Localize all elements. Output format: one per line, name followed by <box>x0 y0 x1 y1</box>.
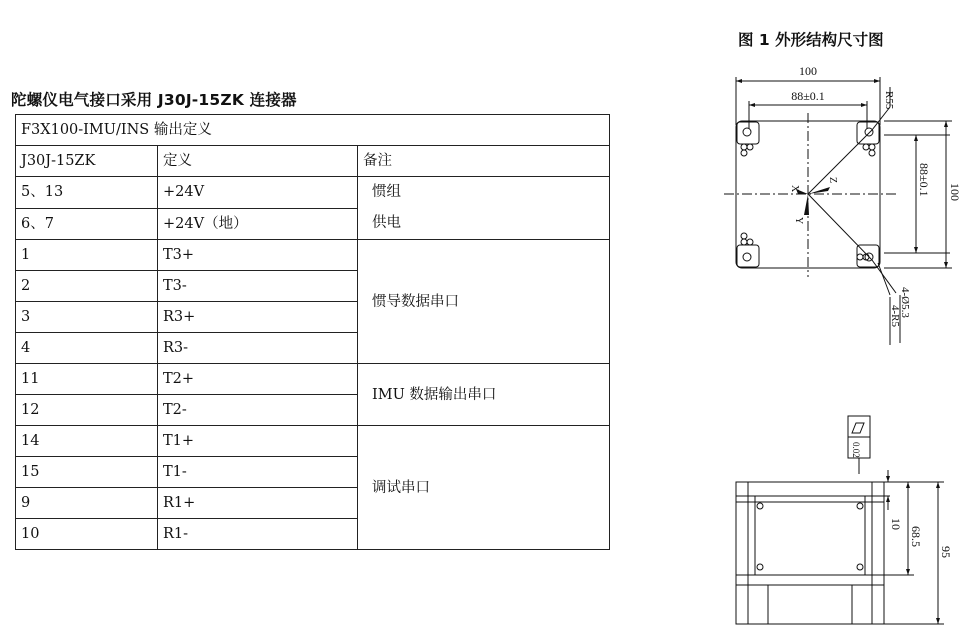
remark-line: 供电 <box>372 215 401 231</box>
pin-cell: 1 <box>16 240 158 271</box>
dim-total-95: 95 <box>939 546 953 558</box>
pin-cell: 9 <box>16 488 158 519</box>
definition-cell: T3+ <box>158 240 358 271</box>
axis-y-label: Y <box>793 217 804 225</box>
dim-hole-width-88: 88±0.1 <box>791 89 825 103</box>
header-remark: 备注 <box>358 146 610 177</box>
remark-cell <box>358 177 610 240</box>
pin-cell: 11 <box>16 364 158 395</box>
pin-cell: 14 <box>16 426 158 457</box>
connector-pin-table <box>15 114 610 550</box>
dim-corner-radius: 4-R5 <box>889 305 901 327</box>
pin-cell: 15 <box>16 457 158 488</box>
remark-cell: 调试串口 <box>358 426 610 550</box>
table-title: 陀螺仪电气接口采用 J30J-15ZK 连接器 <box>11 91 297 109</box>
header-pin: J30J-15ZK <box>16 146 158 177</box>
dim-height-100: 100 <box>948 183 962 201</box>
remark-cell: IMU 数据输出串口 <box>358 364 610 426</box>
pin-cell: 10 <box>16 519 158 550</box>
dim-r55: R55 <box>883 91 895 110</box>
pin-cell: 6、7 <box>16 208 158 240</box>
definition-cell: T3- <box>158 271 358 302</box>
table-row <box>16 364 610 395</box>
dim-flange-10: 10 <box>889 518 903 530</box>
definition-cell: R1+ <box>158 488 358 519</box>
pin-cell: 5、13 <box>16 177 158 209</box>
definition-cell: R3- <box>158 333 358 364</box>
definition-cell: T2+ <box>158 364 358 395</box>
dim-hole-height-88: 88±0.1 <box>917 163 931 197</box>
definition-cell: T2- <box>158 395 358 426</box>
remark-cell: 惯导数据串口 <box>358 240 610 364</box>
definition-cell: T1- <box>158 457 358 488</box>
definition-cell: R3+ <box>158 302 358 333</box>
definition-cell: +24V <box>158 177 358 209</box>
table-header-row <box>16 146 610 177</box>
remark-line: 惯组 <box>372 184 401 200</box>
top-view-drawing <box>700 55 973 370</box>
definition-cell: T1+ <box>158 426 358 457</box>
table-caption-row <box>16 115 610 146</box>
flatness-value: 0.02 <box>851 442 861 458</box>
axis-z-label: Z <box>827 177 838 184</box>
header-definition: 定义 <box>158 146 358 177</box>
definition-cell: R1- <box>158 519 358 550</box>
table-row <box>16 426 610 457</box>
dim-body-68: 68.5 <box>909 526 923 547</box>
axis-x-label: X <box>789 185 800 193</box>
pin-cell: 12 <box>16 395 158 426</box>
table-row <box>16 177 610 209</box>
figure-title: 图 1 外形结构尺寸图 <box>738 31 884 49</box>
dim-width-100: 100 <box>799 64 817 78</box>
dim-holes: 4-Ø5.3 <box>899 287 911 318</box>
pin-cell: 2 <box>16 271 158 302</box>
definition-cell: +24V（地） <box>158 208 358 240</box>
table-caption: F3X100-IMU/INS 输出定义 <box>16 115 610 146</box>
pin-cell: 3 <box>16 302 158 333</box>
table-row <box>16 240 610 271</box>
pin-cell: 4 <box>16 333 158 364</box>
side-view-drawing <box>700 400 973 640</box>
